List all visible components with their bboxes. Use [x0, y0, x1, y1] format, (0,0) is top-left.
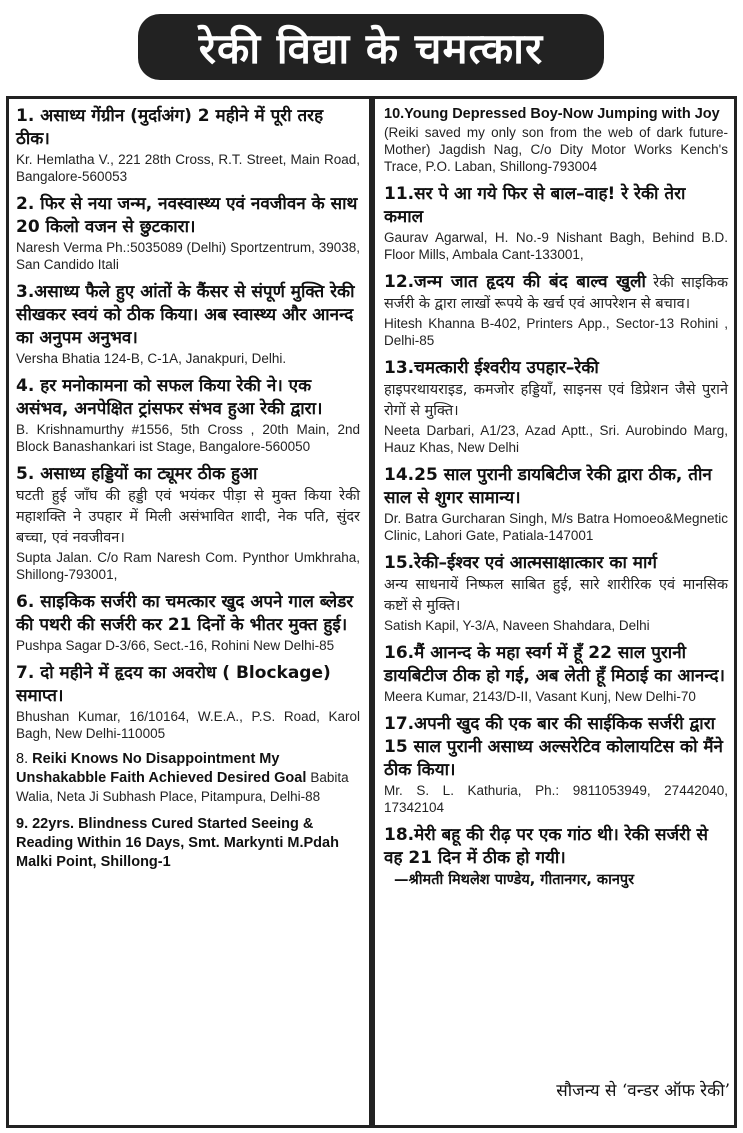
testimonial-address: Supta Jalan. C/o Ram Naresh Com. Pynthor Umkhraha, Shillong-793001,: [16, 550, 360, 582]
testimonial-18: [378, 818, 734, 892]
testimonial-9: [10, 809, 366, 874]
testimonial-address: Kr. Hemlatha V., 221 28th Cross, R.T. Street, Main Road, Bangalore-560053: [16, 152, 360, 184]
testimonial-5: [10, 457, 366, 585]
testimonial-address: Neeta Darbari, A1/23, Azad Aptt., Sri. Aurobindo Marg, Hauz Khas, New Delhi: [384, 423, 728, 455]
right-column: [378, 99, 734, 1124]
testimonial-number: 8.: [16, 751, 29, 767]
testimonial-body: अन्य साधनायें निष्फल साबित हुई, सारे शारीरिक एवं मानसिक कष्टों से मुक्ति।: [384, 577, 728, 614]
testimonial-10: [378, 99, 734, 177]
testimonial-heading: 13.चमत्कारी ईश्वरीय उपहार–रेकी: [384, 358, 599, 378]
testimonial-heading: 4. हर मनोकामना को सफल किया रेकी ने। एक असंभव, अनपेक्षित ट्रांसफर संभव हुआ रेकी द्वारा।: [16, 376, 323, 419]
testimonial-3: [10, 275, 366, 369]
testimonial-heading: [384, 271, 728, 315]
testimonial-8: [10, 744, 366, 809]
testimonial-heading: [16, 750, 360, 807]
testimonial-body: घटती हुई जाँघ की हड्डी एवं भयंकर पीड़ा से मुक्त किया रेकी महाशक्ति ने उपहार में मिली असंभावित शादी, नेक पति, सुंदर बच्चा, एवं नवजीवन।: [16, 488, 360, 546]
testimonial-address: (Reiki saved my only son from the web of dark future-Mother) Jagdish Nag, C/o Dity Motor Works Kench's Trace, P.O. Laban, Shillong-793004: [384, 125, 728, 174]
testimonial-heading: 11.सर पे आ गये फिर से बाल–वाह! रे रेकी तेरा कमाल: [384, 184, 686, 227]
testimonial-address: Babita Walia, Neta Ji Subhash Place, Pitampura, Delhi-88: [16, 770, 349, 804]
testimonial-address: B. Krishnamurthy #1556, 5th Cross , 20th Main, 2nd Block Banashankari ist Stage, Bangalore-560050: [16, 422, 360, 454]
testimonial-13: [378, 351, 734, 458]
testimonial-heading: 17.अपनी खुद की एक बार की साईकिक सर्जरी द्वारा 15 साल पुरानी असाध्य अल्सरेटिव कोलायटिस को मैंने ठीक किया।: [384, 714, 723, 780]
testimonial-heading: 16.मैं आनन्द के महा स्वर्ग में हूँ 22 साल पुरानी डायबिटीज ठीक हो गई, अब लेती हूँ मिठाई का आनन्द।: [384, 643, 725, 686]
testimonial-2: [10, 187, 366, 275]
testimonial-address: Hitesh Khanna B-402, Printers App., Sector-13 Rohini , Delhi-85: [384, 316, 728, 348]
testimonial-heading: 18.मेरी बहू की रीढ़ पर एक गांठ थी। रेकी सर्जरी से वह 21 दिन में ठीक हो गयी।: [384, 825, 708, 868]
testimonial-6: [10, 585, 366, 656]
testimonial-signature: —श्रीमती मिथलेश पाण्डेय, गीतानगर, कानपुर: [394, 872, 635, 888]
testimonial-heading: 1. असाध्य गेंग्रीन (मुर्दाअंग) 2 महीने में पूरी तरह ठीक।: [16, 106, 324, 149]
testimonial-16: [378, 636, 734, 707]
testimonial-heading-tail: रेकी साइकिक सर्जरी के द्वारा लाखों रूपये के खर्च एवं आपरेशन से बचाव।: [384, 275, 729, 312]
testimonial-heading: 14.25 साल पुरानी डायबिटीज रेकी द्वारा ठीक, तीन साल से शुगर सामान्य।: [384, 465, 712, 508]
header: [0, 0, 743, 96]
testimonial-17: [378, 707, 734, 818]
left-column: [10, 99, 366, 1124]
testimonial-address: Meera Kumar, 2143/D-II, Vasant Kunj, New Delhi-70: [384, 689, 696, 704]
testimonial-address: Bhushan Kumar, 16/10164, W.E.A., P.S. Road, Karol Bagh, New Delhi-110005: [16, 709, 360, 741]
testimonial-address: Satish Kapil, Y-3/A, Naveen Shahdara, Delhi: [384, 618, 650, 633]
courtesy-credit: सौजन्य से ‘वन्डर ऑफ रेकी’: [556, 1081, 730, 1101]
testimonial-14: [378, 458, 734, 546]
testimonial-heading: 9. 22yrs. Blindness Cured Started Seeing & Reading Within 16 Days, Smt. Markynti M.Pdah Malki Point, Shillong-1: [16, 816, 339, 870]
testimonial-heading: 15.रेकी–ईश्वर एवं आत्मसाक्षात्कार का मार्ग: [384, 553, 657, 573]
testimonial-7: [10, 656, 366, 744]
testimonial-address: Naresh Verma Ph.:5035089 (Delhi) Sportzentrum, 39038, San Candido Itali: [16, 240, 360, 272]
testimonial-heading: 10.Young Depressed Boy-Now Jumping with Joy: [384, 106, 720, 122]
testimonial-4: [10, 369, 366, 457]
testimonial-heading-text: 12.जन्म जात हृदय की बंद बाल्व खुली: [384, 272, 646, 292]
testimonial-1: [10, 99, 366, 187]
testimonial-address: Pushpa Sagar D-3/66, Sect.-16, Rohini New Delhi-85: [16, 638, 335, 653]
testimonial-11: [378, 177, 734, 265]
testimonial-12: [378, 265, 734, 351]
testimonial-heading: 7. दो महीने में हृदय का अवरोध ( Blockage) समाप्त।: [16, 663, 331, 706]
testimonial-address: Dr. Batra Gurcharan Singh, M/s Batra Homoeo&Megnetic Clinic, Lahori Gate, Patiala-147001: [384, 511, 728, 543]
testimonial-body: हाइपरथायराइड, कमजोर हड्डियाँ, साइनस एवं डिप्रेशन जैसे पुराने रोगों से मुक्ति।: [384, 382, 728, 419]
testimonial-heading-text: Reiki Knows No Disappointment My Unshakabble Faith Achieved Desired Goal: [16, 751, 307, 786]
page-title: रेकी विद्या के चमत्कार: [138, 14, 604, 80]
column-divider: [369, 96, 375, 1128]
testimonial-heading: 6. साइकिक सर्जरी का चमत्कार खुद अपने गाल ब्लेडर की पथरी की सर्जरी कर 21 दिनों के भीतर मुक्त हुई।: [16, 592, 354, 635]
testimonial-heading: 2. फिर से नया जन्म, नवस्वास्थ्य एवं नवजीवन के साथ 20 किलो वजन से छुटकारा।: [16, 194, 358, 237]
testimonial-address: Versha Bhatia 124-B, C-1A, Janakpuri, Delhi.: [16, 351, 287, 366]
testimonial-15: [378, 546, 734, 636]
testimonial-heading: 5. असाध्य हड्डियों का ट्यूमर ठीक हुआ: [16, 464, 258, 484]
testimonial-address: Mr. S. L. Kathuria, Ph.: 9811053949, 27442040, 17342104: [384, 783, 728, 815]
testimonial-address: Gaurav Agarwal, H. No.-9 Nishant Bagh, Behind B.D. Floor Mills, Ambala Cant-133001,: [384, 230, 728, 262]
testimonial-heading: 3.असाध्य फैले हुए आंतों के कैंसर से संपूर्ण मुक्ति रेकी सीखकर स्वयं को ठीक किया। अब स्वास्थ्य और आनन्द का अनुपम अनुभव।: [16, 282, 355, 348]
